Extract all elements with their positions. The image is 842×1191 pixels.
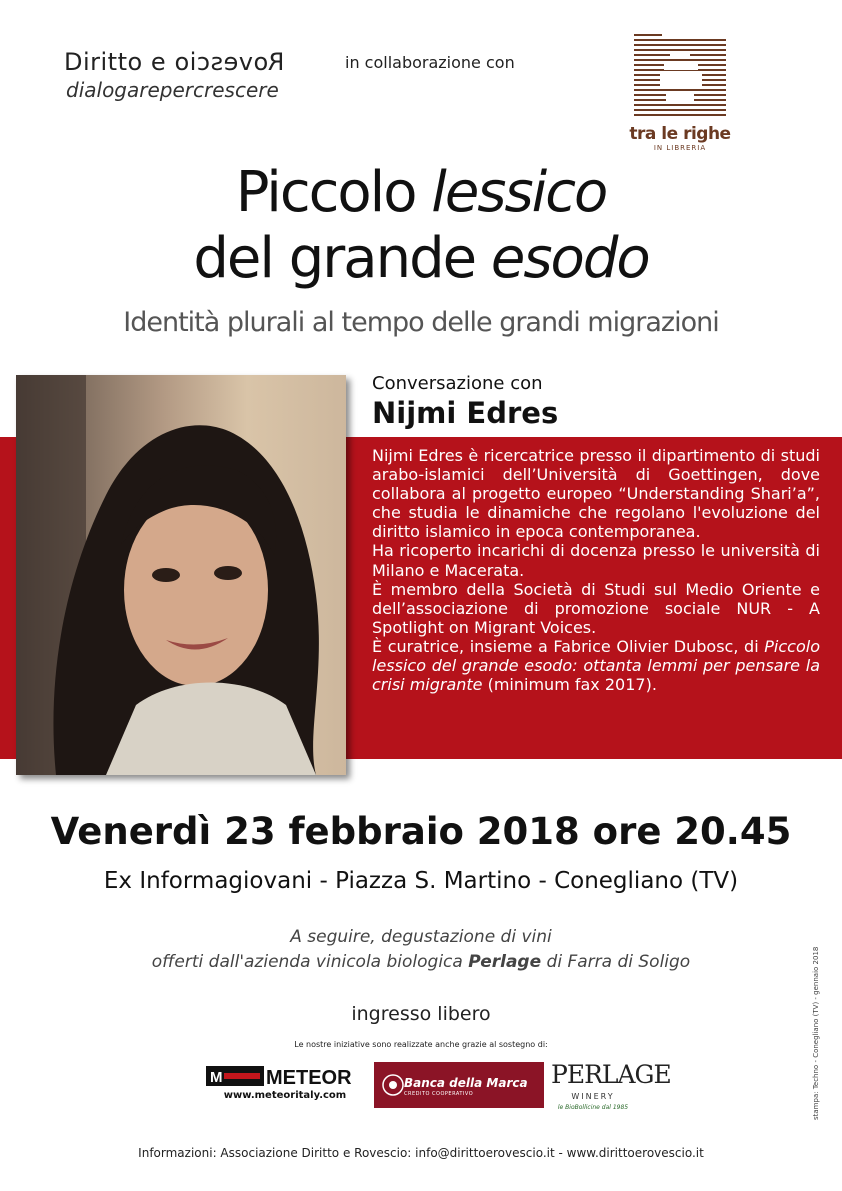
event-title-line-2 <box>0 226 842 291</box>
bio-paragraph: Ha ricoperto incarichi di docenza presso le università di Milano e Macerata. <box>372 541 820 580</box>
tasting-text: di Farra di Soligo <box>541 952 691 972</box>
free-entry-label: ingresso libero <box>351 1003 491 1025</box>
event-subtitle: Identità plurali al tempo delle grandi migrazioni <box>123 307 719 338</box>
title-word-italic: esodo <box>490 226 649 291</box>
perlage-subtitle: WINERY <box>571 1092 615 1101</box>
organizer-tagline: dialogarepercrescere <box>66 78 279 102</box>
event-venue: Ex Informagiovani - Piazza S. Martino - Conegliano (TV) <box>103 868 739 894</box>
sponsors-note: Le nostre iniziative sono realizzate anche grazie al sostegno di: <box>294 1040 548 1049</box>
speaker-portrait-illustration <box>16 375 346 775</box>
contact-info: Informazioni: Associazione Diritto e Rovescio: info@dirittoerovescio.it - www.dirittoerovescio.it <box>138 1146 704 1160</box>
partner-name: tra le righe <box>629 124 731 144</box>
organizer-name-mirrored: Rovescio <box>174 48 285 76</box>
organizer-name <box>64 48 285 76</box>
bio-paragraph: Nijmi Edres è ricercatrice presso il dipartimento di studi arabo-islamici dell’Università di Goettingen, dove collabora al progetto europeo “Understanding Shari’a”, che studia le dinamiche che regolano l'evoluzione del diritto islamico in epoca contemporanea. <box>372 446 820 542</box>
event-date-time: Venerdì 23 febbraio 2018 ore 20.45 <box>50 810 792 853</box>
organizer-name-part: Diritto e <box>64 48 175 76</box>
svg-text:M: M <box>210 1069 223 1086</box>
meteor-name: METEOR <box>266 1067 352 1089</box>
winery-name: Perlage <box>468 952 542 972</box>
bank-emblem-icon <box>382 1074 404 1096</box>
bank-name: Banca della Marca <box>404 1076 528 1090</box>
title-word: del grande <box>193 226 491 291</box>
wine-tasting-line-1: A seguire, degustazione di vini <box>290 927 552 947</box>
bio-text: È curatrice, insieme a Fabrice Olivier Dubosc, di <box>372 636 765 656</box>
title-word: Piccolo <box>235 160 432 225</box>
title-word-italic: lessico <box>431 160 607 225</box>
bio-paragraph <box>372 637 820 694</box>
speaker-bio <box>372 446 820 694</box>
bio-paragraph: È membro della Società di Studi sul Medio Oriente e dell’associazione di promozione sociale NUR - A Spotlight on Migrant Voices. <box>372 579 820 637</box>
meteor-url: www.meteoritaly.com <box>223 1090 347 1101</box>
book-title: Piccolo lessico del grande esodo: ottanta lemmi per pensare la crisi migrante <box>372 636 820 695</box>
bio-text: (minimum fax 2017). <box>482 675 657 695</box>
perlage-logo: PERLAGE <box>551 1060 671 1089</box>
partner-subtitle: IN LIBRERIA <box>653 144 707 152</box>
speaker-name: Nijmi Edres <box>372 396 559 430</box>
wine-tasting-line-2 <box>0 952 842 972</box>
conversation-label: Conversazione con <box>372 373 543 394</box>
collaboration-label: in collaborazione con <box>345 53 515 72</box>
bank-subtitle: CREDITO COOPERATIVO <box>404 1091 474 1097</box>
speaker-photo <box>16 375 346 775</box>
tasting-text: offerti dall'azienda vinicola biologica <box>151 952 469 972</box>
perlage-tagline: le BioBollicine dal 1985 <box>557 1104 629 1111</box>
event-title-line-1 <box>0 160 842 225</box>
printer-credit-text: stampa: Techno - Conegliano (TV) - gennaio 2018 <box>812 946 820 1120</box>
